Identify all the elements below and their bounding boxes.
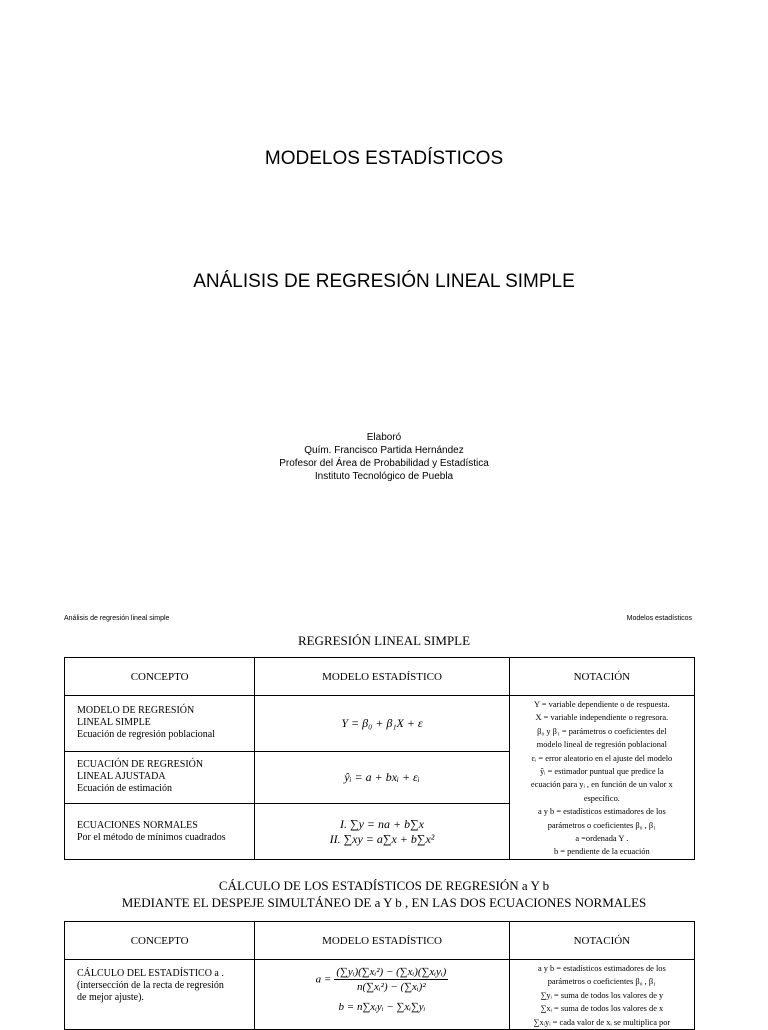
notation-cell [509,696,694,860]
column-header: MODELO ESTADÍSTICO [255,922,509,960]
regression-table [64,657,695,860]
concept-line: Ecuación de regresión poblacional [77,729,215,741]
notation-cell [509,960,694,1030]
notation-line: ŷᵢ = estimador puntual que predice la [539,767,664,777]
column-header: NOTACIÓN [509,922,694,960]
concept-line: LINEAL AJUSTADA [77,771,166,783]
credit-line: Quím. Francisco Partida Hernández [304,445,464,456]
concept-cell [65,804,255,860]
fraction [334,966,448,993]
running-header-right: Modelos estadísticos [626,615,692,622]
notation-line: β₀ y β₁ = parámetros o coeficientes del [537,726,667,736]
section-title-line: MEDIANTE EL DESPEJE SIMULTÁNEO DE a Y b , EN LAS DOS ECUACIONES NORMALES [121,895,647,910]
notation-line: ∑yᵢ = suma de todos los valores de y [540,990,664,1000]
formula: ŷᵢ = a + bxᵢ + εᵢ [344,769,420,784]
notation-line: b = pendiente de la ecuación [554,847,650,857]
section-title [0,877,768,911]
concept-line: ECUACIÓN DE REGRESIÓN [77,759,204,771]
formula-cell [255,960,509,1030]
column-header: CONCEPTO [65,922,255,960]
estimators-table [64,921,695,1030]
credit-line: Instituto Tecnológico de Puebla [314,471,454,482]
notation-line: ∑xᵢ = suma de todos los valores de x [540,1004,664,1014]
concept-line: de mejor ajuste). [77,992,144,1003]
concept-cell [65,696,255,752]
notation-line: X = variable independiente o regresora. [535,713,669,723]
notation-line: modelo lineal de regresión poblacional [536,740,667,750]
notation-line: a =ordenada Y . [575,834,629,844]
concept-cell [65,751,255,804]
credit-line: Profesor del Área de Probabilidad y Estadística [279,458,489,469]
notation-line: a y b = estadísticos estimadores de los [537,964,666,973]
fraction-numerator: (∑yᵢ)(∑xᵢ²) − (∑xᵢ)(∑xᵢyᵢ) [336,966,447,978]
formula-cell [255,804,509,860]
notation-line: a y b = estadísticos estimadores de los [537,807,666,817]
concept-cell [65,960,255,1030]
notation-line: ∑xᵢyᵢ = cada valor de xᵢ se multiplica por [533,1017,671,1027]
formula: II. ∑xy = a∑x + b∑x² [329,831,435,846]
formula-lhs: a = [315,973,332,986]
formula: I. ∑y = na + b∑x [340,816,424,831]
column-header: NOTACIÓN [509,658,694,696]
concept-line: LINEAL SIMPLE [77,717,151,729]
section-title-line: CÁLCULO DE LOS ESTADÍSTICOS DE REGRESIÓN a Y b [218,878,550,893]
formula: b = n∑xᵢyᵢ − ∑xᵢ∑yᵢ [338,1001,426,1013]
formula-cell [255,696,509,752]
concept-line: ECUACIONES NORMALES [77,819,198,831]
concept-line: MODELO DE REGRESIÓN [77,705,195,717]
notation-line: específico. [583,793,620,803]
notation-line: parámetros o coeficientes β₀ , β₁ [547,977,656,987]
concept-line: CÁLCULO DEL ESTADÍSTICO a . [77,968,224,979]
credit-line: Elaboró [366,432,402,443]
concept-line: Por el método de mínimos cuadrados [77,831,226,843]
section-title: REGRESIÓN LINEAL SIMPLE [297,633,471,648]
notation-line: εᵢ = error aleatorio en el ajuste del modelo [531,753,673,763]
formula-cell [255,751,509,804]
fraction-denominator: n(∑xᵢ²) − (∑xᵢ)² [357,981,426,993]
concept-line: (intersección de la recta de regresión [77,980,224,991]
page-title: MODELOS ESTADÍSTICOS [264,148,504,169]
page-subtitle: ANÁLISIS DE REGRESIÓN LINEAL SIMPLE [193,271,575,292]
notation-line: parámetros o coeficientes β₀ , β₁ [547,820,656,830]
formula: Y = β₀ + β₁X + ε [341,715,423,730]
notation-line: ecuación para yᵢ , en función de un valor x [530,780,673,790]
column-header: CONCEPTO [65,658,255,696]
credits-block [0,431,768,483]
running-header-left: Análisis de regresión lineal simple [64,615,170,622]
notation-line: Y = variable dependiente o de respuesta. [533,700,670,709]
column-header: MODELO ESTADÍSTICO [255,658,509,696]
concept-line: Ecuación de estimación [77,783,172,795]
